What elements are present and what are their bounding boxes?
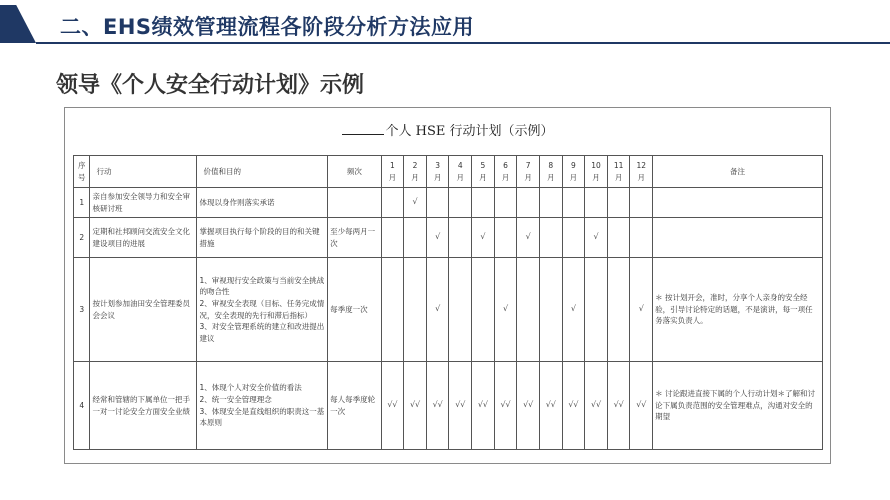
check-cell: √√ xyxy=(472,362,495,450)
table-row xyxy=(74,188,823,218)
check-cell xyxy=(494,188,517,218)
check-cell: √ xyxy=(426,218,449,258)
table-row xyxy=(74,362,823,450)
row-freq: 每季度一次 xyxy=(328,258,382,362)
action-plan-table xyxy=(73,155,823,450)
check-cell: √√ xyxy=(494,362,517,450)
col-header-value: 价值和目的 xyxy=(197,156,328,188)
check-cell: √ xyxy=(562,258,585,362)
col-header-no: 序号 xyxy=(74,156,90,188)
check-cell: √√ xyxy=(585,362,608,450)
table-row xyxy=(74,258,823,362)
check-cell xyxy=(539,218,562,258)
plan-title xyxy=(65,120,830,139)
check-cell: √ xyxy=(494,258,517,362)
check-cell xyxy=(539,258,562,362)
value-item: 3、对安全管理系统的建立和改进提出建议 xyxy=(199,322,325,343)
col-header-month: 3 月 xyxy=(426,156,449,188)
check-cell xyxy=(449,258,472,362)
check-cell xyxy=(517,258,540,362)
check-cell xyxy=(449,188,472,218)
row-action: 经常和管辖的下属单位一把手一对一讨论安全方面安全业绩 xyxy=(90,362,197,450)
check-cell xyxy=(381,218,404,258)
col-header-freq: 频次 xyxy=(328,156,382,188)
row-value xyxy=(197,258,328,362)
row-no: 3 xyxy=(74,258,90,362)
row-freq xyxy=(328,188,382,218)
header-rule xyxy=(36,42,890,44)
check-cell: √√ xyxy=(562,362,585,450)
row-freq: 每人每季度轮一次 xyxy=(328,362,382,450)
col-header-remarks: 备注 xyxy=(653,156,823,188)
check-cell: √ xyxy=(426,258,449,362)
col-header-month: 4 月 xyxy=(449,156,472,188)
col-header-month: 12 月 xyxy=(630,156,653,188)
check-cell xyxy=(517,188,540,218)
value-item: 2、审视安全表现（目标、任务完成情况，安全表现的先行和滞后指标） xyxy=(199,298,325,320)
col-header-month: 7 月 xyxy=(517,156,540,188)
row-remarks: ＊ 讨论跟进直接下属的个人行动计划＊了解和讨论下属负责范围的安全管理难点，沟通对安全的期望 xyxy=(653,362,823,450)
table-header-row xyxy=(74,156,823,188)
check-cell: √ xyxy=(517,218,540,258)
col-header-month: 1 月 xyxy=(381,156,404,188)
row-remarks xyxy=(653,218,823,258)
check-cell: √ xyxy=(472,218,495,258)
check-cell xyxy=(607,258,630,362)
check-cell xyxy=(472,188,495,218)
check-cell xyxy=(630,188,653,218)
check-cell xyxy=(472,258,495,362)
check-cell: √√ xyxy=(539,362,562,450)
header-accent-shape xyxy=(0,5,36,43)
row-value: 体现以身作则落实承诺 xyxy=(197,188,328,218)
slide-title: 二、EHS绩效管理流程各阶段分析方法应用 xyxy=(60,15,475,39)
row-remarks: ＊ 按计划开会，准时，分享个人亲身的安全经验，引导讨论特定的话题，不是演讲，每一项任务落实负责人。 xyxy=(653,258,823,362)
row-freq: 至少每两月一次 xyxy=(328,218,382,258)
row-action: 按计划参加油田安全管理委员会会议 xyxy=(90,258,197,362)
check-cell: √√ xyxy=(630,362,653,450)
col-header-action: 行动 xyxy=(90,156,197,188)
col-header-month: 11 月 xyxy=(607,156,630,188)
check-cell xyxy=(381,258,404,362)
check-cell: √√ xyxy=(607,362,630,450)
col-header-month: 5 月 xyxy=(472,156,495,188)
value-item: 1、审视现行安全政策与当前安全挑战的吻合性 xyxy=(199,275,325,297)
col-header-month: 8 月 xyxy=(539,156,562,188)
row-value: 掌握项目执行每个阶段的目的和关键措施 xyxy=(197,218,328,258)
plan-document xyxy=(64,107,831,464)
check-cell xyxy=(630,218,653,258)
check-cell: √√ xyxy=(449,362,472,450)
check-cell xyxy=(585,188,608,218)
check-cell xyxy=(562,188,585,218)
col-header-month: 9 月 xyxy=(562,156,585,188)
value-item: 1、体现个人对安全价值的看法 xyxy=(199,383,302,393)
check-cell xyxy=(607,188,630,218)
check-cell xyxy=(494,218,517,258)
row-no: 4 xyxy=(74,362,90,450)
check-cell xyxy=(404,258,427,362)
check-cell xyxy=(585,258,608,362)
check-cell: √ xyxy=(404,188,427,218)
row-action: 亲自参加安全领导力和安全审核研讨班 xyxy=(90,188,197,218)
table-row xyxy=(74,218,823,258)
row-value xyxy=(197,362,328,450)
check-cell: √√ xyxy=(381,362,404,450)
col-header-month: 6 月 xyxy=(494,156,517,188)
check-cell xyxy=(426,188,449,218)
row-no: 2 xyxy=(74,218,90,258)
check-cell xyxy=(404,218,427,258)
slide-header xyxy=(0,0,890,52)
check-cell: √√ xyxy=(426,362,449,450)
check-cell xyxy=(539,188,562,218)
check-cell: √ xyxy=(630,258,653,362)
check-cell xyxy=(562,218,585,258)
check-cell xyxy=(381,188,404,218)
value-item: 2、统一安全管理理念 xyxy=(199,394,272,404)
row-no: 1 xyxy=(74,188,90,218)
row-action: 定期和社邦顾问交流安全文化建设项目的进展 xyxy=(90,218,197,258)
check-cell xyxy=(607,218,630,258)
row-remarks xyxy=(653,188,823,218)
plan-title-text: 个人 HSE 行动计划（示例） xyxy=(385,124,554,139)
check-cell: √√ xyxy=(404,362,427,450)
col-header-month: 10 月 xyxy=(585,156,608,188)
check-cell: √ xyxy=(585,218,608,258)
check-cell: √√ xyxy=(517,362,540,450)
value-item: 3、体现安全是直线组织的职责这一基本原则 xyxy=(199,406,325,428)
col-header-month: 2 月 xyxy=(404,156,427,188)
check-cell xyxy=(449,218,472,258)
name-blank-line xyxy=(342,134,384,135)
slide-subtitle: 领导《个人安全行动计划》示例 xyxy=(56,72,365,98)
